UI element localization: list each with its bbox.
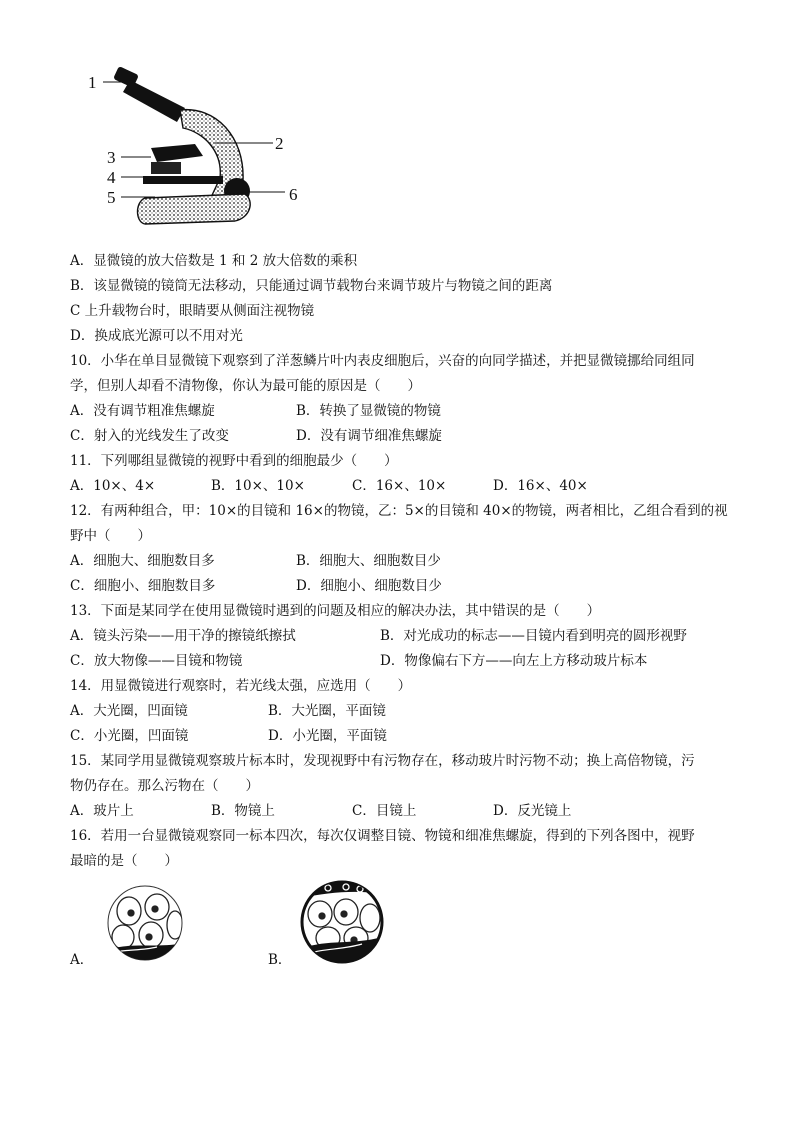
q14-stem: 14．用显微镜进行观察时，若光线太强，应选用（ ） [70,678,412,694]
q14-option-c: C．小光圈，凹面镜 [70,728,189,744]
q12-stem-line1: 12．有两种组合，甲：10×的目镜和 16×的物镜，乙：5×的目镜和 40×的物镜，两者相比，乙组合看到的视 [70,503,728,519]
q12-option-b: B．细胞大、细胞数目少 [296,553,441,569]
q15-stem-line2: 物仍存在。那么污物在（ ） [70,778,259,794]
q13-option-a: A．镜头污染——用干净的擦镜纸擦拭 [70,628,296,644]
q16-view-a-image [105,885,185,961]
q12-option-a: A．细胞大、细胞数目多 [70,553,215,569]
label-2: 2 [275,134,284,153]
q14-option-d: D．小光圈，平面镜 [268,728,387,744]
q10-option-a: A．没有调节粗准焦螺旋 [70,403,215,419]
label-3: 3 [107,148,116,167]
q15-stem-line1: 15．某同学用显微镜观察玻片标本时，发现视野中有污物存在，移动玻片时污物不动；换上高倍物镜，污 [70,753,695,769]
label-5: 5 [107,188,116,207]
q10-option-c: C．射入的光线发生了改变 [70,428,229,444]
q15-option-a: A．玻片上 [70,803,134,819]
q10-option-d: D．没有调节细准焦螺旋 [296,428,442,444]
q11-option-a: A．10×、4× [70,478,156,494]
q13-option-b: B．对光成功的标志——目镜内看到明亮的圆形视野 [380,628,687,644]
q11-option-d: D．16×、40× [493,478,588,494]
q11-option-c: C．16×、10× [352,478,447,494]
q14-option-b: B．大光圈，平面镜 [268,703,386,719]
q16-stem-line2: 最暗的是（ ） [70,853,178,869]
q12-option-d: D．细胞小、细胞数目少 [296,578,442,594]
q13-stem: 13．下面是某同学在使用显微镜时遇到的问题及相应的解决办法，其中错误的是（ ） [70,603,601,619]
q10-stem-line2: 学，但别人却看不清物像，你认为最可能的原因是（ ） [70,378,421,394]
q13-option-c: C．放大物像——目镜和物镜 [70,653,243,669]
q16-option-a-label: A． [70,952,94,968]
q11-stem: 11．下列哪组显微镜的视野中看到的细胞最少（ ） [70,453,398,469]
q12-stem-line2: 野中（ ） [70,528,151,544]
q9-option-b: B．该显微镜的镜筒无法移动，只能通过调节载物台来调节玻片与物镜之间的距离 [70,278,553,294]
q16-view-b-image [298,880,386,964]
q15-option-b: B．物镜上 [211,803,275,819]
label-6: 6 [289,185,298,204]
eyepiece-shape [113,66,185,122]
q16-stem-line1: 16．若用一台显微镜观察同一标本四次，每次仅调整目镜、物镜和细准焦螺旋，得到的下列各图中，视野 [70,828,695,844]
q15-option-c: C．目镜上 [352,803,417,819]
q9-option-a: A．显微镜的放大倍数是 1 和 2 放大倍数的乘积 [70,253,358,269]
q10-option-b: B．转换了显微镜的物镜 [296,403,441,419]
q12-option-c: C．细胞小、细胞数目多 [70,578,216,594]
q14-option-a: A．大光圈，凹面镜 [70,703,188,719]
q15-option-d: D．反光镜上 [493,803,572,819]
base-shape [138,194,251,224]
q16-option-b-label: B． [268,952,292,968]
microscope-figure [85,66,315,236]
q10-stem-line1: 10．小华在单目显微镜下观察到了洋葱鳞片叶内表皮细胞后，兴奋的向同学描述，并把显微镜挪给同组同 [70,353,695,369]
label-1: 1 [88,73,97,92]
label-4: 4 [107,168,116,187]
stage-shape [143,176,223,184]
q11-option-b: B．10×、10× [211,478,305,494]
q9-option-d: D．换成底光源可以不用对光 [70,328,243,344]
q13-option-d: D．物像偏右下方——向左上方移动玻片标本 [380,653,648,669]
q9-option-c: C 上升载物台时，眼睛要从侧面注视物镜 [70,303,315,319]
objective-shape [151,144,203,174]
